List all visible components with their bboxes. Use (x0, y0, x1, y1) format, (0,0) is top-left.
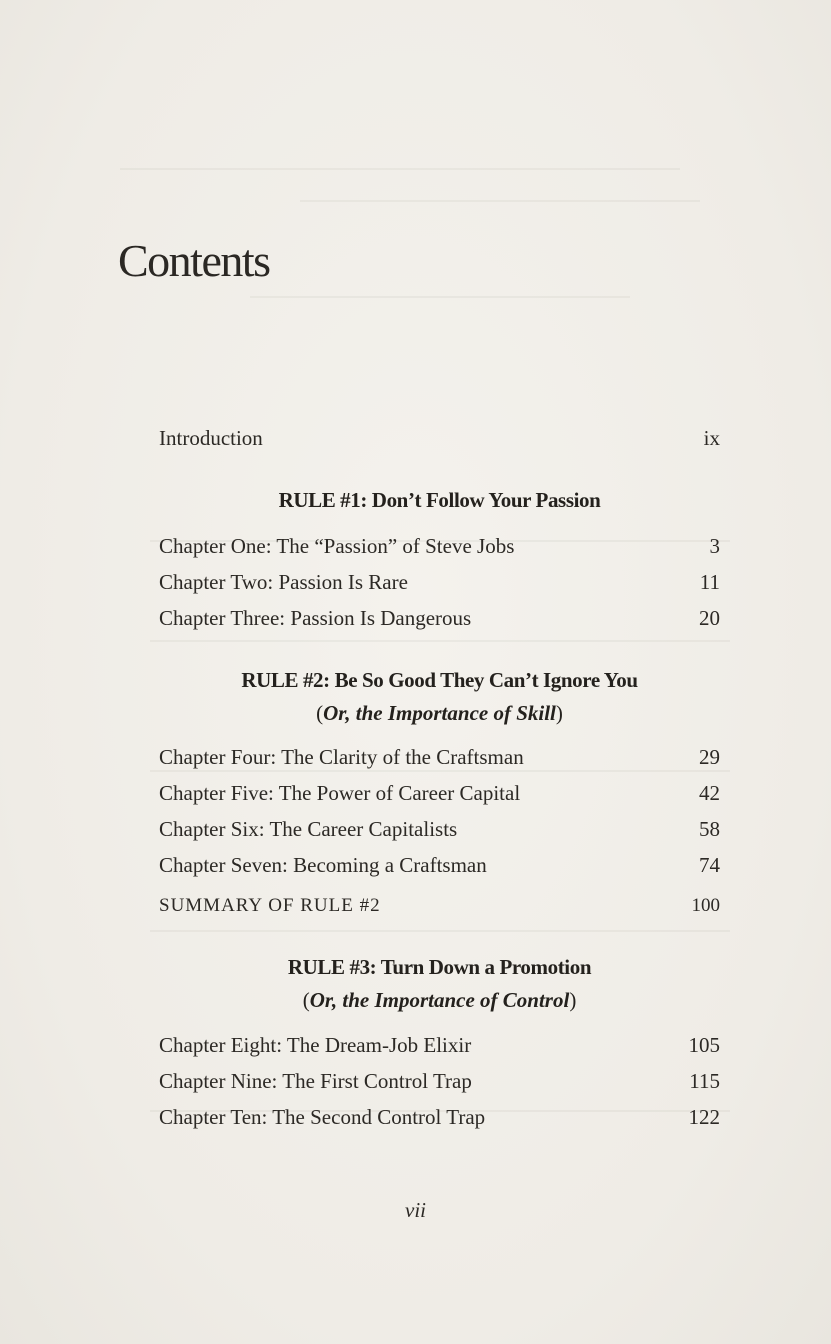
toc-entry-label: Chapter Seven: Becoming a Craftsman (159, 853, 487, 877)
page-number: vii (405, 1198, 426, 1222)
toc-entry-chapter-one (159, 534, 720, 559)
toc-entry-label: SUMMARY OF RULE #2 (159, 895, 381, 916)
toc-entry-page: 11 (699, 570, 720, 594)
toc-entry-chapter-ten (159, 1105, 720, 1130)
toc-entry-page: 3 (709, 534, 720, 558)
toc-entry-page: 115 (689, 1069, 720, 1093)
toc-entry-label: Chapter Eight: The Dream-Job Elixir (159, 1033, 472, 1057)
toc-entry-chapter-two (159, 570, 720, 595)
rule-2-subheading (159, 701, 720, 726)
toc-entry-label: Introduction (159, 426, 263, 450)
page-title: Contents (118, 235, 270, 286)
rule-2-subheading-text: Or, the Importance of Skill (323, 701, 556, 725)
toc-entry-label: Chapter Six: The Career Capitalists (159, 817, 458, 841)
rule-3-subheading (159, 988, 720, 1013)
toc-entry-chapter-eight (159, 1033, 720, 1058)
paren-close: ) (569, 988, 577, 1012)
toc-entry-chapter-six (159, 817, 720, 842)
toc-entry-page: 74 (699, 853, 720, 877)
toc-entry-summary-rule-2 (159, 895, 720, 917)
paren-open: ( (316, 701, 324, 725)
rule-3-heading: RULE #3: Turn Down a Promotion (287, 955, 592, 979)
toc-entry-page: 29 (699, 745, 720, 769)
toc-entry-page: 42 (699, 781, 720, 805)
toc-entry-chapter-three (159, 606, 720, 631)
toc-entry-page: 122 (688, 1105, 720, 1129)
toc-entry-page: ix (703, 426, 720, 450)
toc-entry-page: 100 (691, 895, 720, 916)
paren-open: ( (302, 988, 310, 1012)
rule-2-heading: RULE #2: Be So Good They Can’t Ignore You (241, 668, 638, 692)
toc-entry-label: Chapter Ten: The Second Control Trap (159, 1105, 486, 1129)
toc-entry-introduction (159, 426, 720, 451)
rule-3-subheading-text: Or, the Importance of Control (309, 988, 570, 1012)
toc-entry-chapter-nine (159, 1069, 720, 1094)
toc-entry-label: Chapter Nine: The First Control Trap (159, 1069, 472, 1093)
rule-1-heading: RULE #1: Don’t Follow Your Passion (278, 488, 601, 512)
toc-entry-page: 58 (699, 817, 720, 841)
toc-entry-label: Chapter One: The “Passion” of Steve Jobs (159, 534, 515, 558)
toc-entry-chapter-five (159, 781, 720, 806)
toc-entry-page: 20 (699, 606, 720, 630)
toc-entry-page: 105 (688, 1033, 720, 1057)
toc-entry-chapter-seven (159, 853, 720, 878)
toc-entry-chapter-four (159, 745, 720, 770)
toc-entry-label: Chapter Five: The Power of Career Capital (159, 781, 521, 805)
toc-entry-label: Chapter Two: Passion Is Rare (159, 570, 408, 594)
paren-close: ) (555, 701, 563, 725)
toc-entry-label: Chapter Three: Passion Is Dangerous (159, 606, 472, 630)
toc-entry-label: Chapter Four: The Clarity of the Craftsman (159, 745, 524, 769)
